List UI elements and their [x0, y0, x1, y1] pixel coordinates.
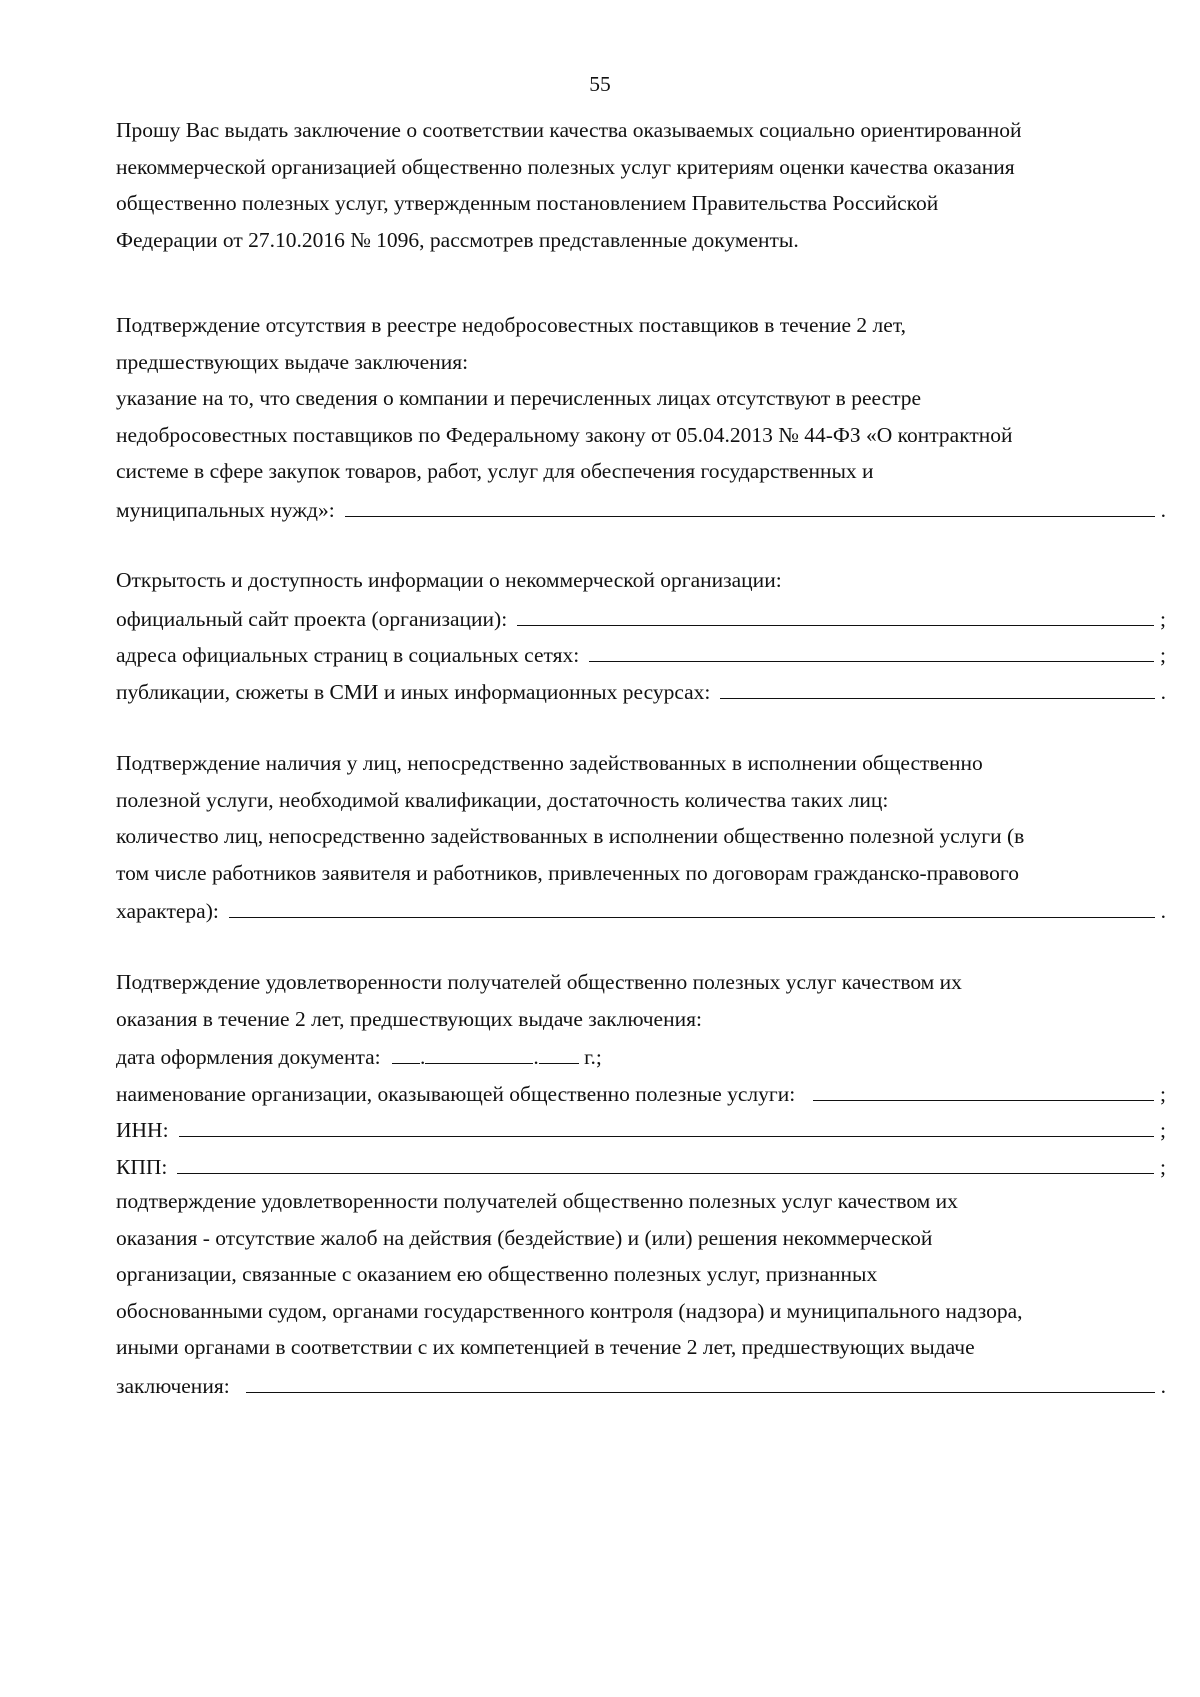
confirm-line: обоснованными судом, органами государственного контроля (надзора) и муниципального надзора, [116, 1298, 1023, 1323]
qualification-line: количество лиц, непосредственно задействованных в исполнении общественно полезной услуги (в [116, 824, 1025, 848]
social-end: ; [1160, 643, 1166, 667]
date-separator: . [420, 1045, 426, 1069]
kpp-blank[interactable] [177, 1147, 1154, 1174]
registry-field-end: . [1160, 497, 1166, 522]
media-label: публикации, сюжеты в СМИ и иных информационных ресурсах: [116, 679, 711, 704]
org-row [116, 1074, 1166, 1111]
conclusion-blank[interactable] [246, 1366, 1155, 1393]
media-blank[interactable] [720, 672, 1154, 699]
registry-line: недобросовестных поставщиков по Федеральному закону от 05.04.2013 № 44-ФЗ «О контрактной [116, 422, 1013, 447]
qualification-field-end: . [1160, 899, 1166, 923]
registry-line: Подтверждение отсутствия в реестре недобросовестных поставщиков в течение 2 лет, [116, 313, 906, 337]
satisfaction-line: оказания в течение 2 лет, предшествующих выдаче заключения: [116, 1006, 702, 1031]
confirm-line: подтверждение удовлетворенности получателей общественно полезных услуг качеством их [116, 1189, 958, 1213]
date-month-blank[interactable] [425, 1037, 533, 1064]
confirm-line: организации, связанные с оказанием ею общественно полезных услуг, признанных [116, 1262, 878, 1286]
registry-field-label: муниципальных нужд»: [116, 497, 335, 522]
intro-line: Федерации от 27.10.2016 № 1096, рассмотрев представленные документы. [116, 227, 799, 252]
social-label: адреса официальных страниц в социальных сетях: [116, 643, 580, 667]
website-end: ; [1160, 606, 1166, 631]
date-label: дата оформления документа: [116, 1045, 381, 1069]
registry-field-row [116, 490, 1166, 527]
openness-section [116, 562, 1166, 708]
website-label: официальный сайт проекта (организации): [116, 606, 508, 631]
qualification-field-row [116, 891, 1166, 928]
page-number: 55 [589, 72, 611, 96]
registry-field-blank[interactable] [345, 490, 1155, 517]
kpp-label: КПП: [116, 1154, 168, 1179]
openness-heading: Открытость и доступность информации о некоммерческой организации: [116, 568, 782, 592]
registry-line: системе в сфере закупок товаров, работ, услуг для обеспечения государственных и [116, 459, 874, 483]
conclusion-row [116, 1366, 1166, 1403]
registry-line: предшествующих выдаче заключения: [116, 349, 469, 374]
date-year-blank[interactable] [539, 1037, 579, 1064]
inn-blank[interactable] [179, 1110, 1154, 1137]
registry-section [116, 307, 1166, 526]
website-row [116, 599, 1166, 636]
date-day-blank[interactable] [392, 1037, 420, 1064]
social-row [116, 635, 1166, 672]
qualification-line: Подтверждение наличия у лиц, непосредственно задействованных в исполнении общественно [116, 751, 983, 775]
inn-end: ; [1160, 1118, 1166, 1142]
qualification-section [116, 745, 1166, 928]
kpp-end: ; [1160, 1154, 1166, 1179]
intro-line: общественно полезных услуг, утвержденным постановлением Правительства Российской [116, 191, 939, 215]
date-suffix: г.; [578, 1045, 602, 1069]
qualification-line: том числе работников заявителя и работников, привлеченных по договорам гражданско-правового [116, 860, 1019, 885]
org-end: ; [1160, 1081, 1166, 1106]
conclusion-label: заключения: [116, 1373, 230, 1398]
conclusion-end: . [1160, 1373, 1166, 1398]
satisfaction-section [116, 964, 1166, 1402]
social-blank[interactable] [589, 635, 1154, 662]
qualification-field-label: характера): [116, 899, 219, 923]
date-row [116, 1037, 1166, 1074]
confirm-line: иными органами в соответствии с их компетенцией в течение 2 лет, предшествующих выдаче [116, 1335, 975, 1359]
intro-line: Прошу Вас выдать заключение о соответствии качества оказываемых социально ориентированной [116, 118, 1022, 142]
confirm-line: оказания - отсутствие жалоб на действия (бездействие) и (или) решения некоммерческой [116, 1225, 933, 1250]
org-blank[interactable] [813, 1074, 1154, 1101]
inn-row [116, 1110, 1166, 1147]
media-row [116, 672, 1166, 709]
org-label: наименование организации, оказывающей общественно полезные услуги: [116, 1081, 796, 1106]
media-end: . [1160, 679, 1166, 704]
intro-paragraph [116, 112, 1166, 258]
registry-line: указание на то, что сведения о компании и перечисленных лицах отсутствуют в реестре [116, 386, 922, 410]
intro-line: некоммерческой организацией общественно полезных услуг критериям оценки качества оказания [116, 154, 1015, 179]
qualification-line: полезной услуги, необходимой квалификации, достаточность количества таких лиц: [116, 787, 889, 812]
kpp-row [116, 1147, 1166, 1184]
inn-label: ИНН: [116, 1118, 169, 1142]
date-separator: . [533, 1045, 539, 1069]
website-blank[interactable] [517, 599, 1154, 626]
qualification-field-blank[interactable] [229, 891, 1155, 918]
satisfaction-line: Подтверждение удовлетворенности получателей общественно полезных услуг качеством их [116, 970, 962, 994]
